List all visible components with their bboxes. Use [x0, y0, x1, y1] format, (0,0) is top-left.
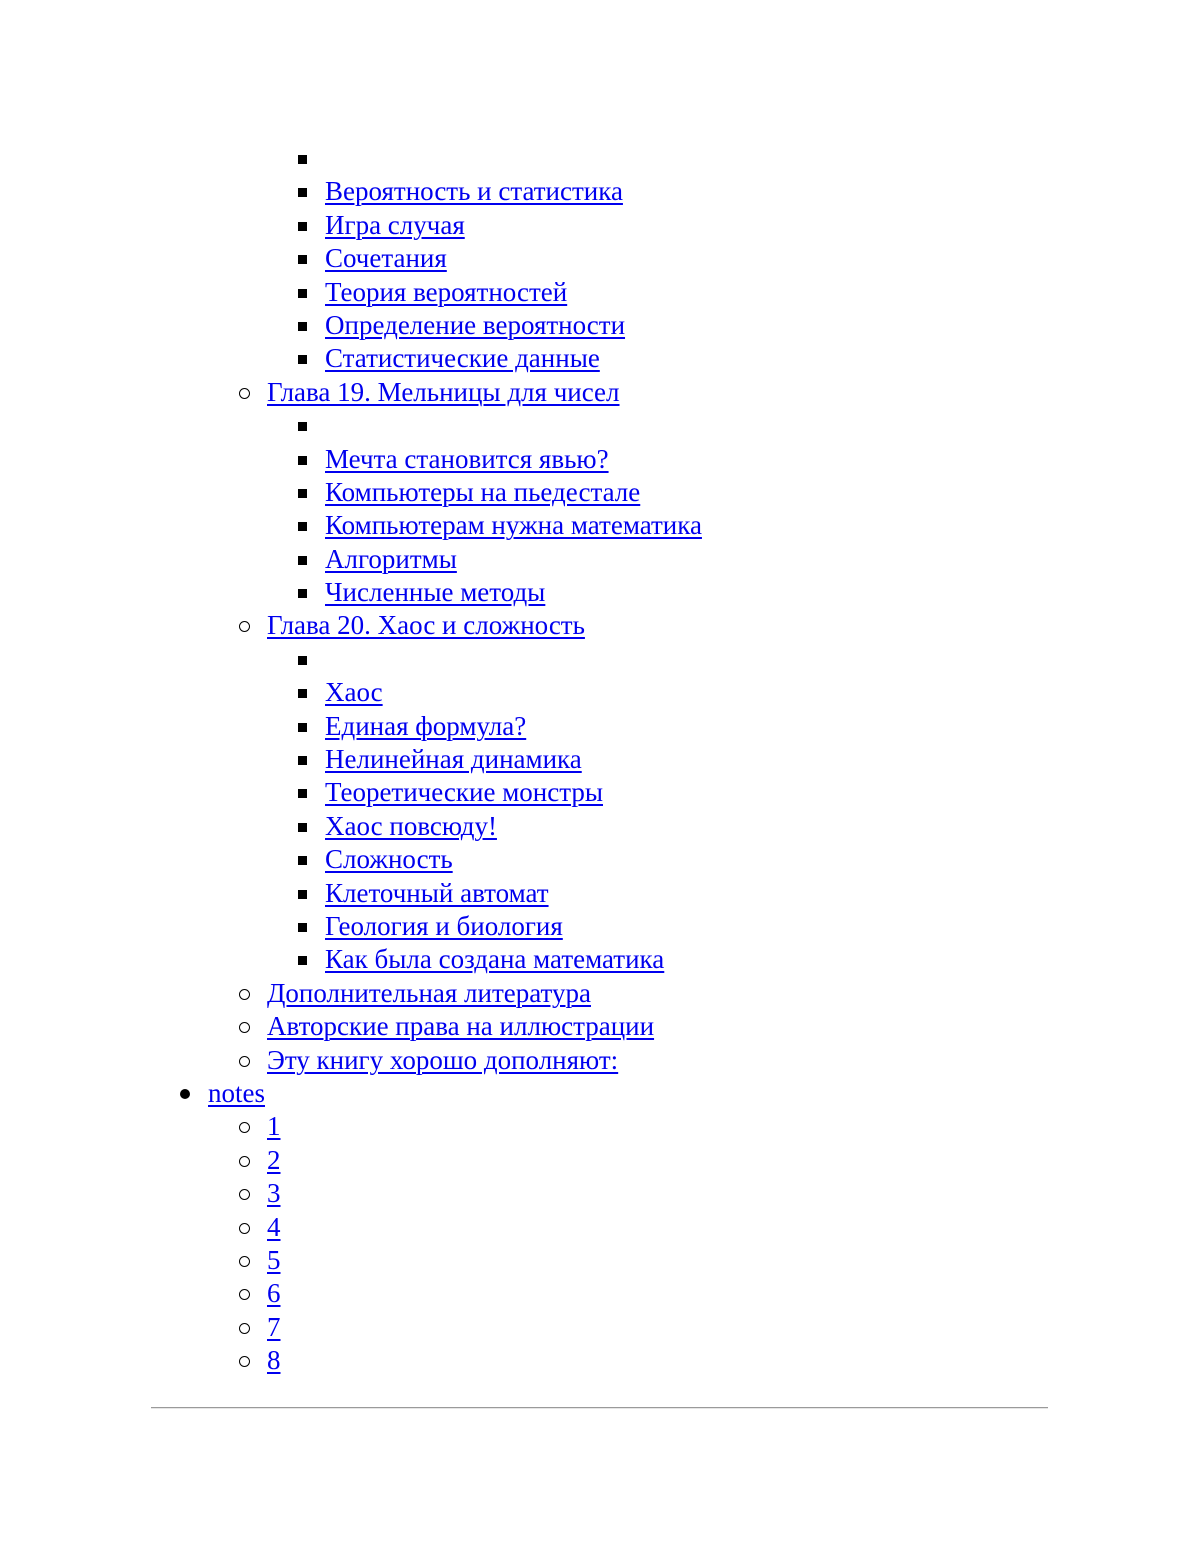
toc-note-entry — [0, 1311, 1200, 1344]
toc-entry — [0, 877, 1200, 910]
toc-entry — [0, 910, 1200, 943]
circle-bullet-icon — [239, 388, 250, 399]
toc-link[interactable]: Теоретические монстры — [325, 777, 603, 808]
circle-bullet-icon — [239, 1156, 250, 1167]
toc-entry — [0, 843, 1200, 876]
horizontal-rule-divider — [151, 1407, 1048, 1409]
toc-chapter-19 — [0, 376, 1200, 409]
toc-link[interactable]: Нелинейная динамика — [325, 744, 582, 775]
square-bullet-icon — [298, 890, 307, 899]
toc-entry — [0, 242, 1200, 275]
toc-back-matter-entry — [0, 1044, 1200, 1077]
table-of-contents — [0, 142, 1200, 1377]
toc-entry — [0, 443, 1200, 476]
toc-back-matter-entry — [0, 977, 1200, 1010]
toc-link[interactable]: Компьютерам нужна математика — [325, 510, 702, 541]
toc-notes-link[interactable]: notes — [208, 1077, 265, 1108]
toc-link[interactable]: Хаос — [325, 677, 383, 708]
toc-link[interactable]: Дополнительная литература — [267, 977, 591, 1008]
toc-entry-empty — [0, 643, 1200, 676]
circle-bullet-icon — [239, 1122, 250, 1133]
toc-note-entry — [0, 1177, 1200, 1210]
circle-bullet-icon — [239, 1356, 250, 1367]
toc-note-link[interactable]: 1 — [267, 1111, 281, 1142]
toc-link[interactable]: Статистические данные — [325, 343, 600, 374]
toc-entry-empty — [0, 409, 1200, 442]
toc-note-entry — [0, 1277, 1200, 1310]
toc-entry — [0, 576, 1200, 609]
toc-chapter-link[interactable]: Глава 20. Хаос и сложность — [267, 610, 585, 641]
toc-entry — [0, 209, 1200, 242]
toc-link[interactable]: Единая формула? — [325, 710, 527, 741]
toc-back-matter-entry — [0, 1010, 1200, 1043]
square-bullet-icon — [298, 956, 307, 965]
toc-link[interactable]: Мечта становится явью? — [325, 443, 609, 474]
toc-entry — [0, 342, 1200, 375]
toc-link[interactable]: Вероятность и статистика — [325, 176, 623, 207]
square-bullet-icon — [298, 255, 307, 264]
toc-entry — [0, 543, 1200, 576]
toc-entry — [0, 509, 1200, 542]
square-bullet-icon — [298, 656, 307, 665]
toc-entry — [0, 743, 1200, 776]
square-bullet-icon — [298, 155, 307, 164]
square-bullet-icon — [298, 289, 307, 298]
toc-link[interactable]: Авторские права на иллюстрации — [267, 1011, 655, 1042]
square-bullet-icon — [298, 456, 307, 465]
square-bullet-icon — [298, 222, 307, 231]
toc-entry — [0, 810, 1200, 843]
toc-note-link[interactable]: 3 — [267, 1178, 281, 1209]
toc-link[interactable]: Компьютеры на пьедестале — [325, 476, 641, 507]
circle-bullet-icon — [239, 621, 250, 632]
toc-note-link[interactable]: 4 — [267, 1211, 281, 1242]
toc-link[interactable]: Сочетания — [325, 243, 447, 274]
circle-bullet-icon — [239, 1323, 250, 1334]
toc-entry — [0, 676, 1200, 709]
square-bullet-icon — [298, 556, 307, 565]
toc-link[interactable]: Численные методы — [325, 577, 546, 608]
square-bullet-icon — [298, 422, 307, 431]
toc-entry — [0, 710, 1200, 743]
square-bullet-icon — [298, 756, 307, 765]
toc-link[interactable]: Определение вероятности — [325, 309, 626, 340]
toc-entry — [0, 943, 1200, 976]
toc-link[interactable]: Игра случая — [325, 209, 465, 240]
toc-note-link[interactable]: 8 — [267, 1345, 281, 1376]
square-bullet-icon — [298, 322, 307, 331]
toc-note-entry — [0, 1110, 1200, 1143]
toc-entry — [0, 309, 1200, 342]
square-bullet-icon — [298, 522, 307, 531]
square-bullet-icon — [298, 589, 307, 598]
toc-link[interactable]: Теория вероятностей — [325, 276, 568, 307]
toc-note-entry — [0, 1211, 1200, 1244]
toc-entry — [0, 776, 1200, 809]
toc-notes — [0, 1077, 1200, 1110]
circle-bullet-icon — [239, 1256, 250, 1267]
toc-entry — [0, 276, 1200, 309]
square-bullet-icon — [298, 923, 307, 932]
toc-note-entry — [0, 1244, 1200, 1277]
circle-bullet-icon — [239, 1223, 250, 1234]
square-bullet-icon — [298, 856, 307, 865]
toc-link[interactable]: Сложность — [325, 844, 453, 875]
circle-bullet-icon — [239, 989, 250, 1000]
toc-entry-empty — [0, 142, 1200, 175]
toc-note-link[interactable]: 7 — [267, 1311, 281, 1342]
square-bullet-icon — [298, 723, 307, 732]
circle-bullet-icon — [239, 1189, 250, 1200]
toc-link[interactable]: Алгоритмы — [325, 543, 457, 574]
toc-note-link[interactable]: 5 — [267, 1244, 281, 1275]
square-bullet-icon — [298, 789, 307, 798]
circle-bullet-icon — [239, 1289, 250, 1300]
toc-chapter-link[interactable]: Глава 19. Мельницы для чисел — [267, 376, 620, 407]
toc-entry — [0, 476, 1200, 509]
toc-link[interactable]: Как была создана математика — [325, 944, 665, 975]
disc-bullet-icon — [180, 1089, 190, 1099]
toc-link[interactable]: Геология и биология — [325, 910, 563, 941]
toc-note-entry — [0, 1144, 1200, 1177]
toc-note-link[interactable]: 2 — [267, 1144, 281, 1175]
toc-note-link[interactable]: 6 — [267, 1278, 281, 1309]
toc-link[interactable]: Эту книгу хорошо дополняют: — [267, 1044, 619, 1075]
toc-entry — [0, 175, 1200, 208]
toc-link[interactable]: Хаос повсюду! — [325, 810, 497, 841]
toc-link[interactable]: Клеточный автомат — [325, 877, 549, 908]
square-bullet-icon — [298, 355, 307, 364]
circle-bullet-icon — [239, 1056, 250, 1067]
toc-note-entry — [0, 1344, 1200, 1377]
square-bullet-icon — [298, 489, 307, 498]
square-bullet-icon — [298, 689, 307, 698]
square-bullet-icon — [298, 188, 307, 197]
circle-bullet-icon — [239, 1022, 250, 1033]
square-bullet-icon — [298, 823, 307, 832]
toc-chapter-20 — [0, 609, 1200, 642]
